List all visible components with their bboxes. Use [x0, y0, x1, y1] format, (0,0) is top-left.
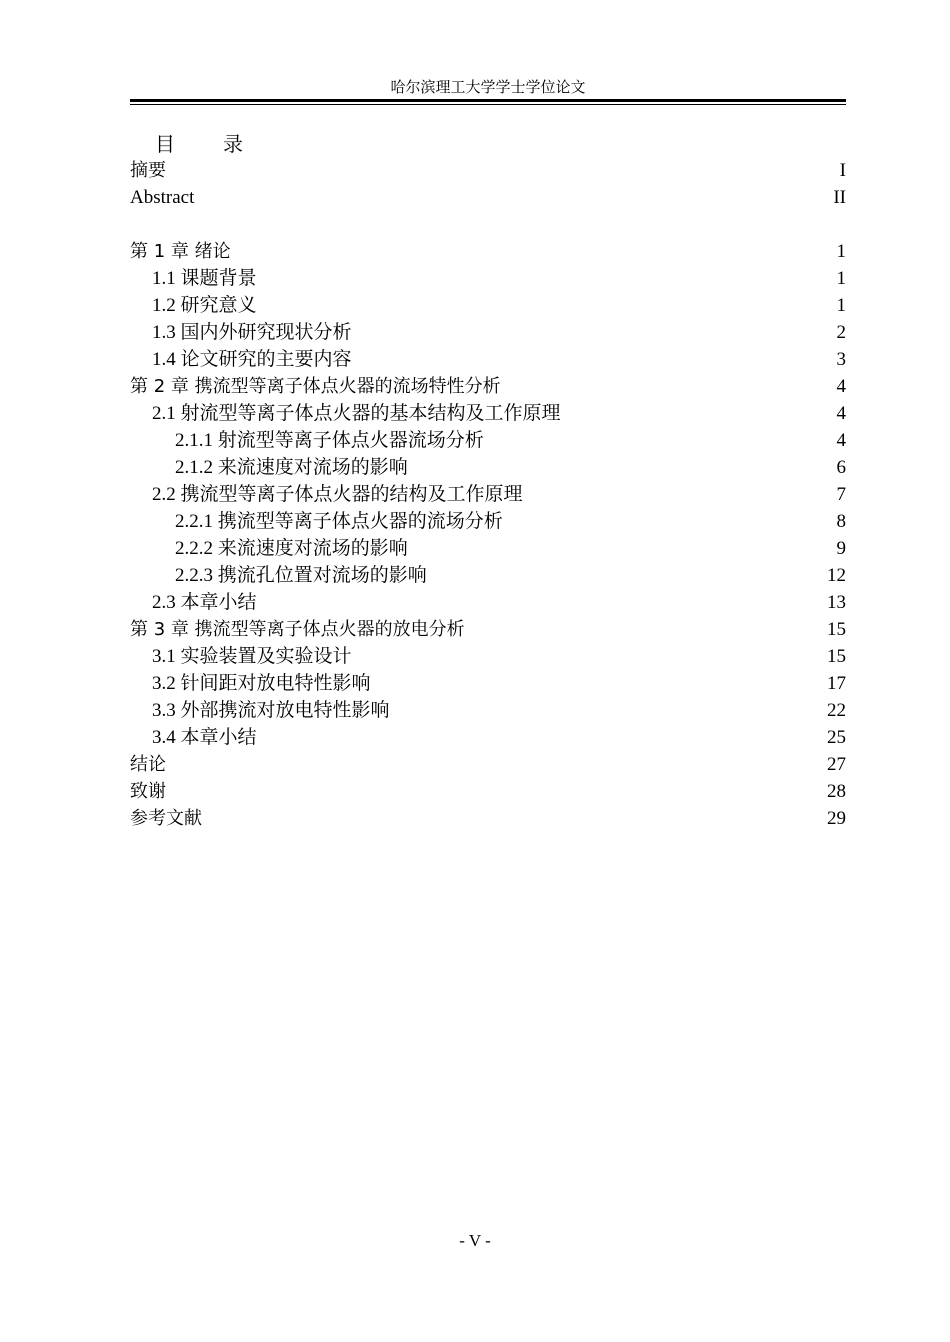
toc-entry-title: 2.2.2 来流速度对流场的影响: [175, 538, 408, 559]
toc-entry-title: 3.1 实验装置及实验设计: [152, 646, 352, 667]
toc-entry-page: 7: [836, 484, 846, 505]
toc-entry-page: 13: [827, 592, 846, 613]
toc-entry-title: 1.1 课题背景: [152, 268, 257, 289]
toc-entry-title: 结论: [130, 754, 166, 775]
toc-entry-title: 第 1 章 绪论: [130, 241, 231, 262]
toc-entry[interactable]: [130, 427, 846, 454]
toc-entry-page: 15: [827, 619, 846, 640]
toc-entry[interactable]: [130, 157, 846, 184]
toc-entry-page: 15: [827, 646, 846, 667]
toc-entry-title: 3.4 本章小结: [152, 727, 257, 748]
toc-entry-title: 第 2 章 携流型等离子体点火器的流场特性分析: [130, 376, 501, 397]
toc-entry-page: 25: [827, 727, 846, 748]
toc-entry[interactable]: [130, 751, 846, 778]
toc-entry-page: 1: [836, 268, 846, 289]
toc-entry-page: 27: [827, 754, 846, 775]
toc-entry[interactable]: [130, 481, 846, 508]
toc-entry[interactable]: [130, 616, 846, 643]
toc-entry-title: 2.1.2 来流速度对流场的影响: [175, 457, 408, 478]
toc-entry-page: 29: [827, 808, 846, 829]
toc-entry-title: 2.3 本章小结: [152, 592, 257, 613]
toc-entry-title: 2.2 携流型等离子体点火器的结构及工作原理: [152, 484, 523, 505]
toc-entry[interactable]: [130, 562, 846, 589]
toc-entry[interactable]: [130, 400, 846, 427]
toc-entry[interactable]: [130, 697, 846, 724]
toc-entry-page: 28: [827, 781, 846, 802]
toc-entry[interactable]: [130, 670, 846, 697]
header-rule-thin: [130, 104, 846, 105]
toc-entry-page: 3: [836, 349, 846, 370]
toc-entry[interactable]: [130, 535, 846, 562]
toc-entry-page: 4: [836, 430, 846, 451]
toc-entry[interactable]: [130, 265, 846, 292]
toc-entry[interactable]: [130, 319, 846, 346]
toc-entry-page: 17: [827, 673, 846, 694]
toc-entry-page: 22: [827, 700, 846, 721]
toc-entry-page: 12: [827, 565, 846, 586]
toc-entry-title: 2.2.1 携流型等离子体点火器的流场分析: [175, 511, 503, 532]
page-number: - V -: [459, 1231, 491, 1250]
toc-entry-title: 2.1.1 射流型等离子体点火器流场分析: [175, 430, 484, 451]
toc-entry-page: 1: [836, 295, 846, 316]
toc-entry[interactable]: [130, 589, 846, 616]
toc-entry-title: 1.3 国内外研究现状分析: [152, 322, 352, 343]
toc-entry-title: 3.3 外部携流对放电特性影响: [152, 700, 390, 721]
toc-entry-page: II: [833, 187, 846, 208]
toc-entry-page: 9: [836, 538, 846, 559]
toc-entry-title: 1.4 论文研究的主要内容: [152, 349, 352, 370]
toc-entry[interactable]: [130, 778, 846, 805]
toc-entry[interactable]: [130, 724, 846, 751]
toc-entry-page: I: [839, 160, 846, 181]
toc-entry[interactable]: [130, 373, 846, 400]
toc-entry[interactable]: [130, 184, 846, 211]
toc-entry-page: 8: [836, 511, 846, 532]
table-of-contents: [130, 157, 846, 832]
header-rule-thick: [130, 99, 846, 102]
toc-entry-title: 1.2 研究意义: [152, 295, 257, 316]
toc-title: 目 录: [155, 134, 257, 156]
toc-entry[interactable]: [130, 508, 846, 535]
toc-entry[interactable]: [130, 292, 846, 319]
running-header: 哈尔滨理工大学学士学位论文: [390, 80, 586, 96]
toc-entry-title: 2.1 射流型等离子体点火器的基本结构及工作原理: [152, 403, 561, 424]
toc-entry-page: 4: [836, 403, 846, 424]
toc-entry[interactable]: [130, 238, 846, 265]
toc-entry-title: Abstract: [130, 187, 195, 208]
toc-entry-page: 6: [836, 457, 846, 478]
toc-entry-title: 第 3 章 携流型等离子体点火器的放电分析: [130, 619, 465, 640]
toc-entry[interactable]: [130, 643, 846, 670]
toc-entry[interactable]: [130, 805, 846, 832]
toc-entry-page: 4: [836, 376, 846, 397]
toc-entry-title: 3.2 针间距对放电特性影响: [152, 673, 371, 694]
toc-entry-page: 2: [836, 322, 846, 343]
toc-entry-title: 2.2.3 携流孔位置对流场的影响: [175, 565, 427, 586]
toc-entry-title: 致谢: [130, 781, 166, 802]
toc-entry-title: 参考文献: [130, 808, 202, 829]
toc-entry[interactable]: [130, 454, 846, 481]
toc-entry[interactable]: [130, 346, 846, 373]
toc-entry-title: 摘要: [130, 160, 166, 181]
toc-entry-page: 1: [836, 241, 846, 262]
